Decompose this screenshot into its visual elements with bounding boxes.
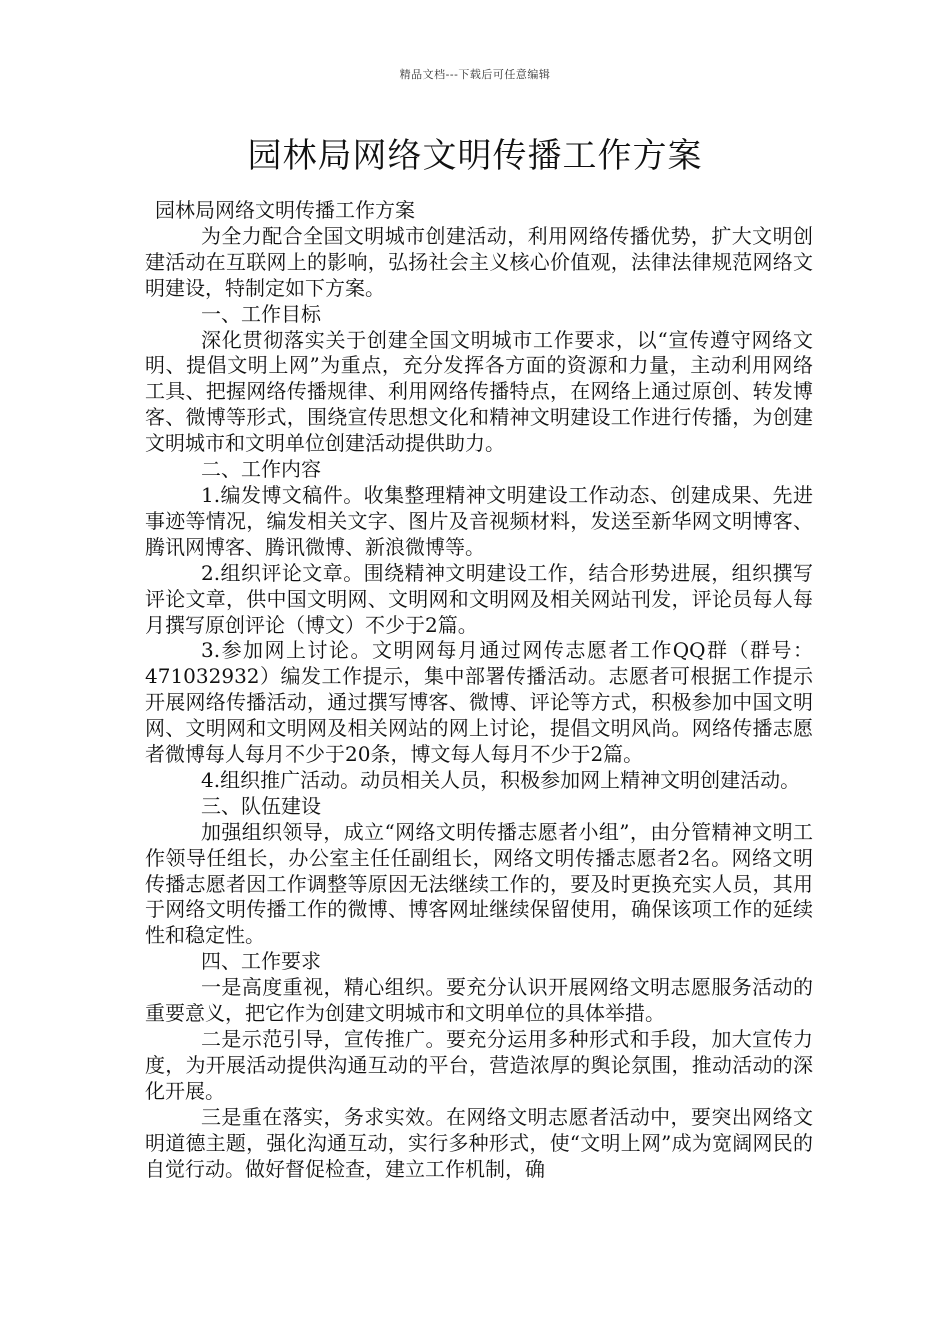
- document-title: 园林局网络文明传播工作方案: [247, 136, 703, 176]
- requirement-2: 二是示范引导，宣传推广。要充分运用多种形式和手段，加大宣传力度，为开展活动提供沟通互动的平台，营造浓厚的舆论氛围，推动活动的深化开展。: [145, 1027, 813, 1103]
- content-item-3: 3.参加网上讨论。文明网每月通过网传志愿者工作QQ群（群号：471032932）编发工作提示，集中部署传播活动。志愿者可根据工作提示开展网络传播活动，通过撰写博客、微博、评论等方式，积极参加中国文明网、文明网和文明网及相关网站的网上讨论，提倡文明风尚。网络传播志愿者微博每人每月不少于20条，博文每人每月不少于2篇。: [145, 638, 813, 767]
- goals-paragraph: 深化贯彻落实关于创建全国文明城市工作要求，以“宣传遵守网络文明、提倡文明上网”为重点，充分发挥各方面的资源和力量，主动利用网络工具、把握网络传播规律、利用网络传播特点，在网络上通过原创、转发博客、微博等形式，围绕宣传思想文化和精神文明建设工作进行传播，为创建文明城市和文明单位创建活动提供助力。: [145, 327, 813, 456]
- content-item-1: 1.编发博文稿件。收集整理精神文明建设工作动态、创建成果、先进事迹等情况，编发相关文字、图片及音视频材料，发送至新华网文明博客、腾讯网博客、腾讯微博、新浪微博等。: [145, 482, 813, 559]
- page-header-note: 精品文档---下载后可任意编辑: [399, 68, 551, 81]
- section-heading-team: 三、队伍建设: [201, 793, 321, 818]
- body-subtitle: 园林局网络文明传播工作方案: [155, 198, 415, 222]
- intro-paragraph: 为全力配合全国文明城市创建活动，利用网络传播优势，扩大文明创建活动在互联网上的影响，弘扬社会主义核心价值观，法律法律规范网络文明建设，特制定如下方案。: [145, 223, 813, 300]
- content-item-2: 2.组织评论文章。围绕精神文明建设工作，结合形势进展，组织撰写评论文章，供中国文明网、文明网和文明网及相关网站刊发，评论员每人每月撰写原创评论（博文）不少于2篇。: [145, 560, 813, 637]
- section-heading-content: 二、工作内容: [201, 457, 321, 482]
- section-heading-goals: 一、工作目标: [201, 301, 321, 326]
- requirement-1: 一是高度重视，精心组织。要充分认识开展网络文明志愿服务活动的重要意义，把它作为创建文明城市和文明单位的具体举措。: [145, 975, 813, 1026]
- team-paragraph: 加强组织领导，成立“网络文明传播志愿者小组”，由分管精神文明工作领导任组长，办公室主任任副组长，网络文明传播志愿者2名。网络文明传播志愿者因工作调整等原因无法继续工作的，要及时更换充实人员，其用于网络文明传播工作的微博、博客网址继续保留使用，确保该项工作的延续性和稳定性。: [145, 819, 813, 948]
- requirement-3: 三是重在落实，务求实效。在网络文明志愿者活动中，要突出网络文明道德主题，强化沟通互动，实行多种形式，使“文明上网”成为宽阔网民的自觉行动。做好督促检查，建立工作机制，确: [145, 1104, 813, 1181]
- document-body: [145, 198, 813, 1182]
- content-item-4: 4.组织推广活动。动员相关人员，积极参加网上精神文明创建活动。: [201, 767, 801, 792]
- section-heading-requirements: 四、工作要求: [201, 949, 321, 974]
